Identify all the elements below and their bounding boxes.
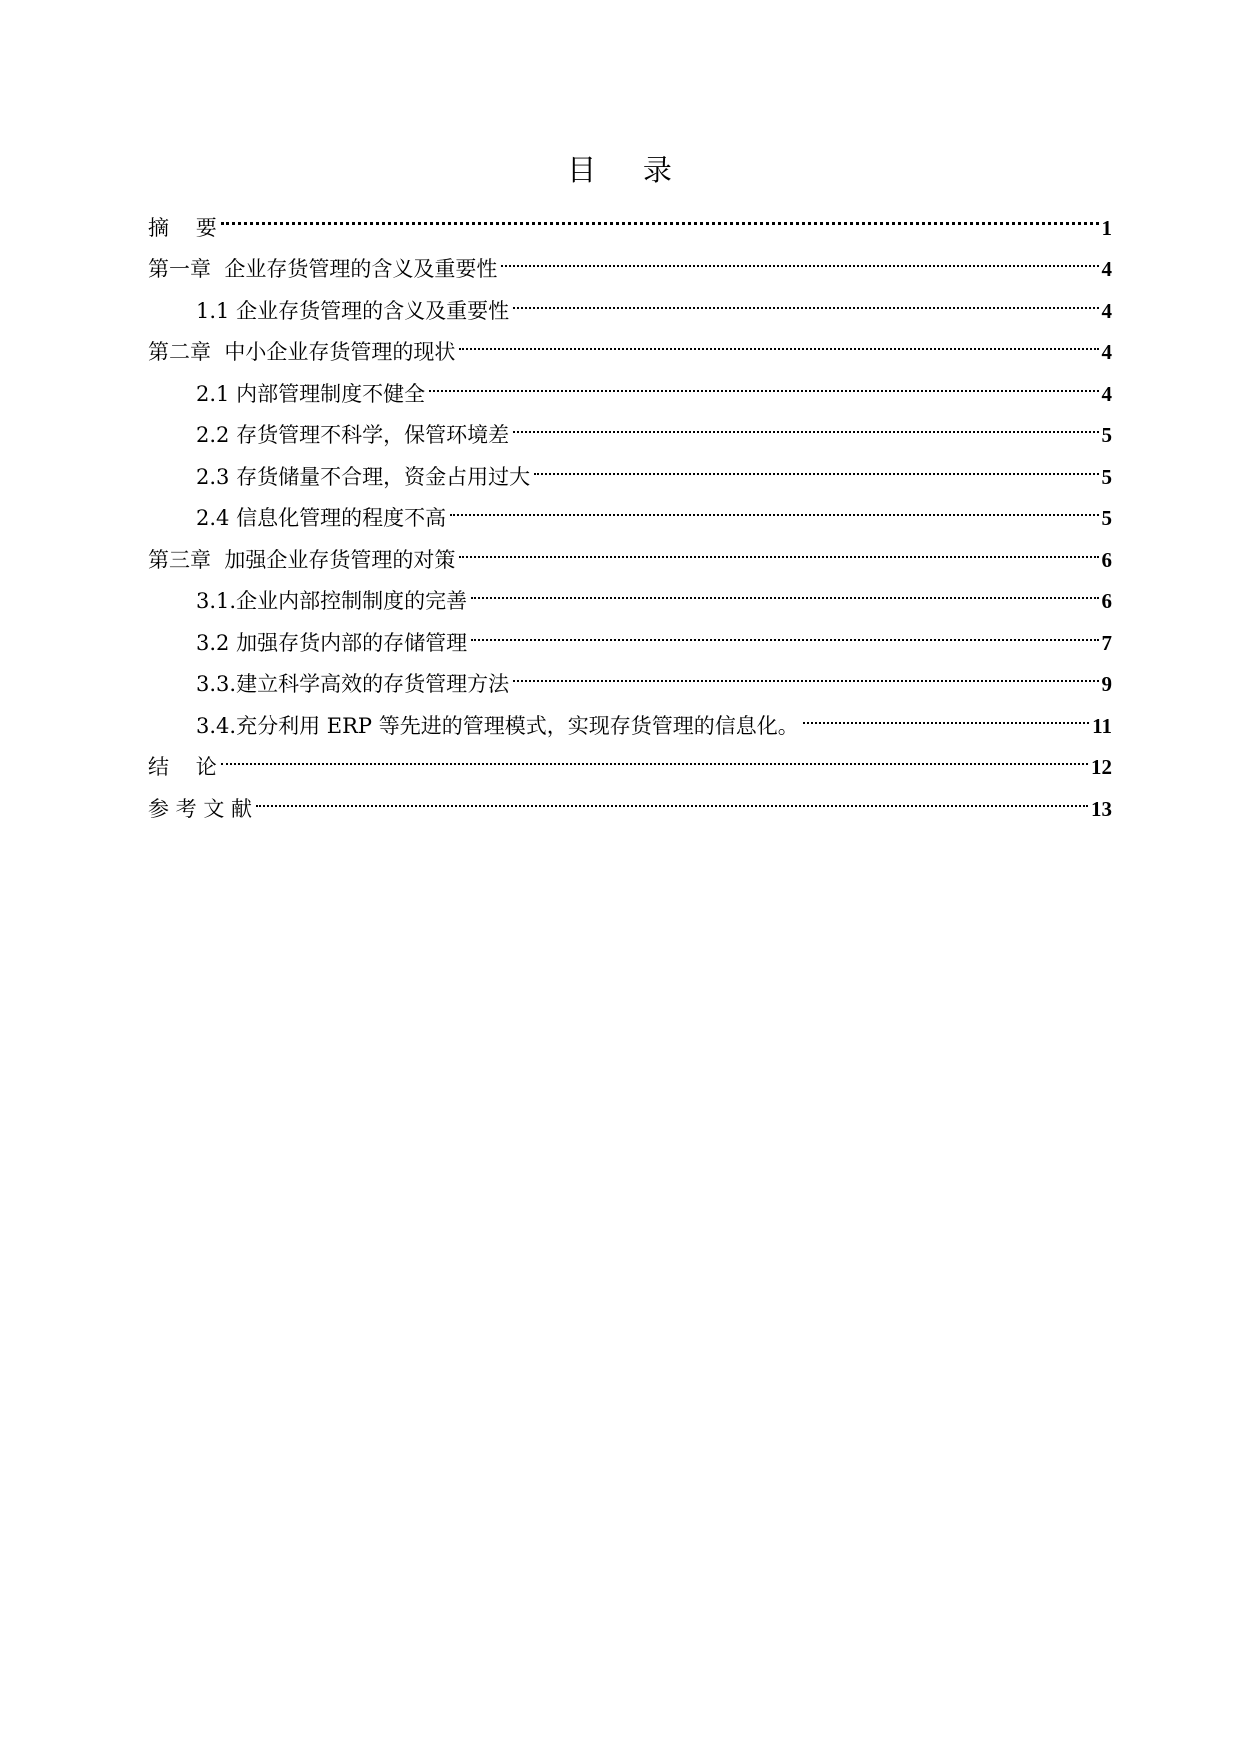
- toc-leader-dots: [256, 774, 1088, 816]
- toc-page-number: 1: [1101, 215, 1112, 240]
- table-of-contents: [148, 193, 1112, 821]
- toc-page-number: 5: [1101, 423, 1112, 447]
- toc-leader-dots: [513, 276, 1098, 318]
- toc-leader-dots: [459, 318, 1098, 360]
- toc-entry-label: 3.4.充分利用 ERP 等先进的管理模式，实现存货管理的信息化。: [196, 713, 799, 738]
- toc-page-number: 4: [1101, 298, 1112, 323]
- toc-page-number: 6: [1101, 589, 1112, 613]
- toc-page-number: 5: [1101, 464, 1112, 489]
- toc-page-number: 6: [1101, 547, 1112, 572]
- toc-entry-chapter-1[interactable]: [148, 235, 1112, 281]
- toc-entry-label: 3.2 加强存货内部的存储管理: [196, 630, 468, 655]
- page-title: 目 录: [567, 153, 674, 187]
- toc-leader-dots: [471, 608, 1098, 650]
- toc-entry-label: 摘 要: [148, 215, 217, 240]
- toc-entry-label: 第二章 中小企业存货管理的现状: [148, 340, 456, 364]
- toc-page-number: 4: [1101, 340, 1112, 364]
- toc-entry-label: 1.1 企业存货管理的含义及重要性: [196, 298, 510, 323]
- toc-leader-dots: [429, 359, 1098, 401]
- toc-entry-label: 第三章 加强企业存货管理的对策: [148, 547, 456, 572]
- toc-leader-dots: [534, 442, 1098, 484]
- toc-page-number: 11: [1092, 713, 1112, 738]
- toc-entry-label: 2.1 内部管理制度不健全: [196, 381, 426, 406]
- toc-page-number: 5: [1101, 506, 1112, 530]
- toc-leader-dots: [803, 691, 1089, 733]
- toc-page-number: 12: [1091, 755, 1112, 779]
- toc-entry-conclusion[interactable]: [148, 733, 1112, 779]
- toc-entry-label: 参 考 文 献: [148, 796, 253, 821]
- toc-leader-dots: [221, 733, 1088, 775]
- toc-page-number: 4: [1101, 257, 1112, 281]
- toc-entry-abstract[interactable]: [148, 193, 1112, 240]
- toc-leader-dots: [513, 401, 1098, 443]
- toc-entry-references[interactable]: [148, 774, 1112, 821]
- toc-leader-dots: [471, 567, 1098, 609]
- toc-page-number: 9: [1101, 672, 1112, 696]
- toc-entry-label: 2.2 存货管理不科学，保管环境差: [196, 423, 510, 447]
- toc-entry-label: 3.3.建立科学高效的存货管理方法: [196, 672, 510, 696]
- toc-leader-dots: [513, 650, 1098, 692]
- toc-page-number: 13: [1091, 796, 1112, 821]
- toc-entry-label: 2.3 存货储量不合理，资金占用过大: [196, 464, 531, 489]
- toc-leader-dots: [501, 235, 1098, 277]
- toc-entry-label: 结 论: [148, 755, 217, 779]
- toc-leader-dots: [221, 193, 1099, 235]
- toc-entry-label: 2.4 信息化管理的程度不高: [196, 506, 447, 530]
- toc-leader-dots: [450, 484, 1098, 526]
- toc-entry-label: 3.1.企业内部控制制度的完善: [196, 589, 468, 613]
- toc-page-number: 7: [1101, 630, 1112, 655]
- toc-entry-label: 第一章 企业存货管理的含义及重要性: [148, 257, 498, 281]
- toc-page-number: 4: [1101, 381, 1112, 406]
- toc-leader-dots: [459, 525, 1098, 567]
